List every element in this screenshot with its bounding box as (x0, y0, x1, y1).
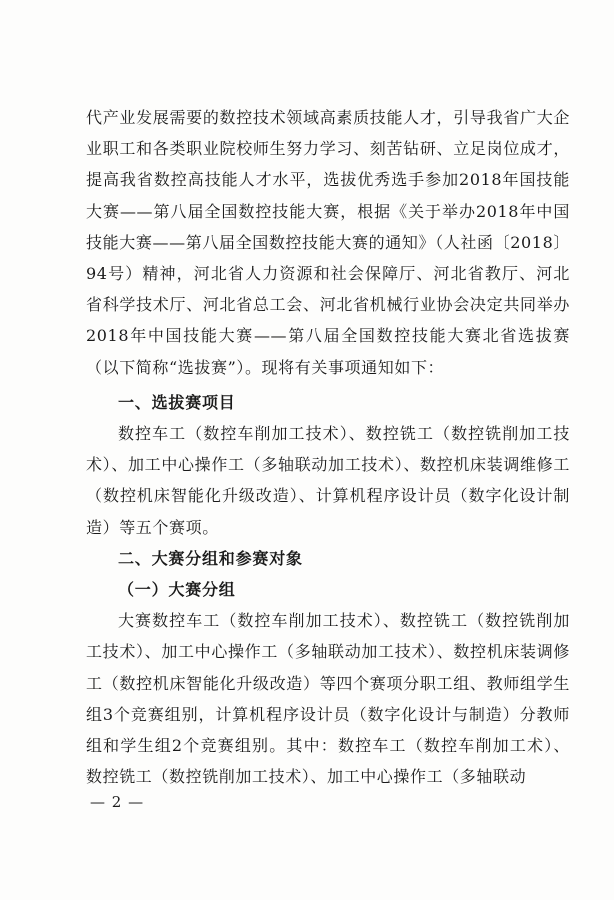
subsection-heading-groups: （一）大赛分组 (118, 580, 236, 600)
section-heading-groups-participants: 二、大赛分组和参赛对象 (118, 548, 303, 568)
document-body (86, 102, 570, 792)
groups-paragraph: 大赛数控车工（数控车削加工技术）、数控铣工（数控铣削加工技术）、加工中心操作工（多轴联动加工技术）、数控机床装调修工（数控机床智能化升级改造）等四个赛项分职工组、教师组学生组3个竞赛组别，计算机程序设计员（数字化设计与制造）分教师组和学生组2个竞赛组别。其中：数控车工（数控车削加工术）、数控铣工（数控铣削加工技术）、加工中心操作工（多轴联动 (86, 611, 570, 787)
competition-items-paragraph: 数控车工（数控车削加工技术）、数控铣工（数控铣削加工技术）、加工中心操作工（多轴联动加工技术）、数控机床装调维修工（数控机床智能化升级改造）、计算机程序设计员（数字化设计制造）等五个赛项。 (86, 424, 570, 537)
page-number: — 2 — (90, 793, 145, 811)
intro-paragraph: 代产业发展需要的数控技术领域高素质技能人才，引导我省广大企业职工和各类职业院校师生努力学习、刻苦钻研、立足岗位成才，提高我省数控高技能人才水平，选拔优秀选手参加2018年国技能大赛——第八届全国数控技能大赛，根据《关于举办2018年中国技能大赛——第八届全国数控技能大赛的通知》（人社函〔2018〕94号）精神，河北省人力资源和社会保障厅、河北省教厅、河北省科学技术厅、河北省总工会、河北省机械行业协会决定共同举办2018年中国技能大赛——第八届全国数控技能大赛北省选拔赛（以下简称“选拔赛”）。现将有关事项通知如下： (86, 108, 570, 377)
section-heading-competition-items: 一、选拔赛项目 (118, 392, 236, 412)
